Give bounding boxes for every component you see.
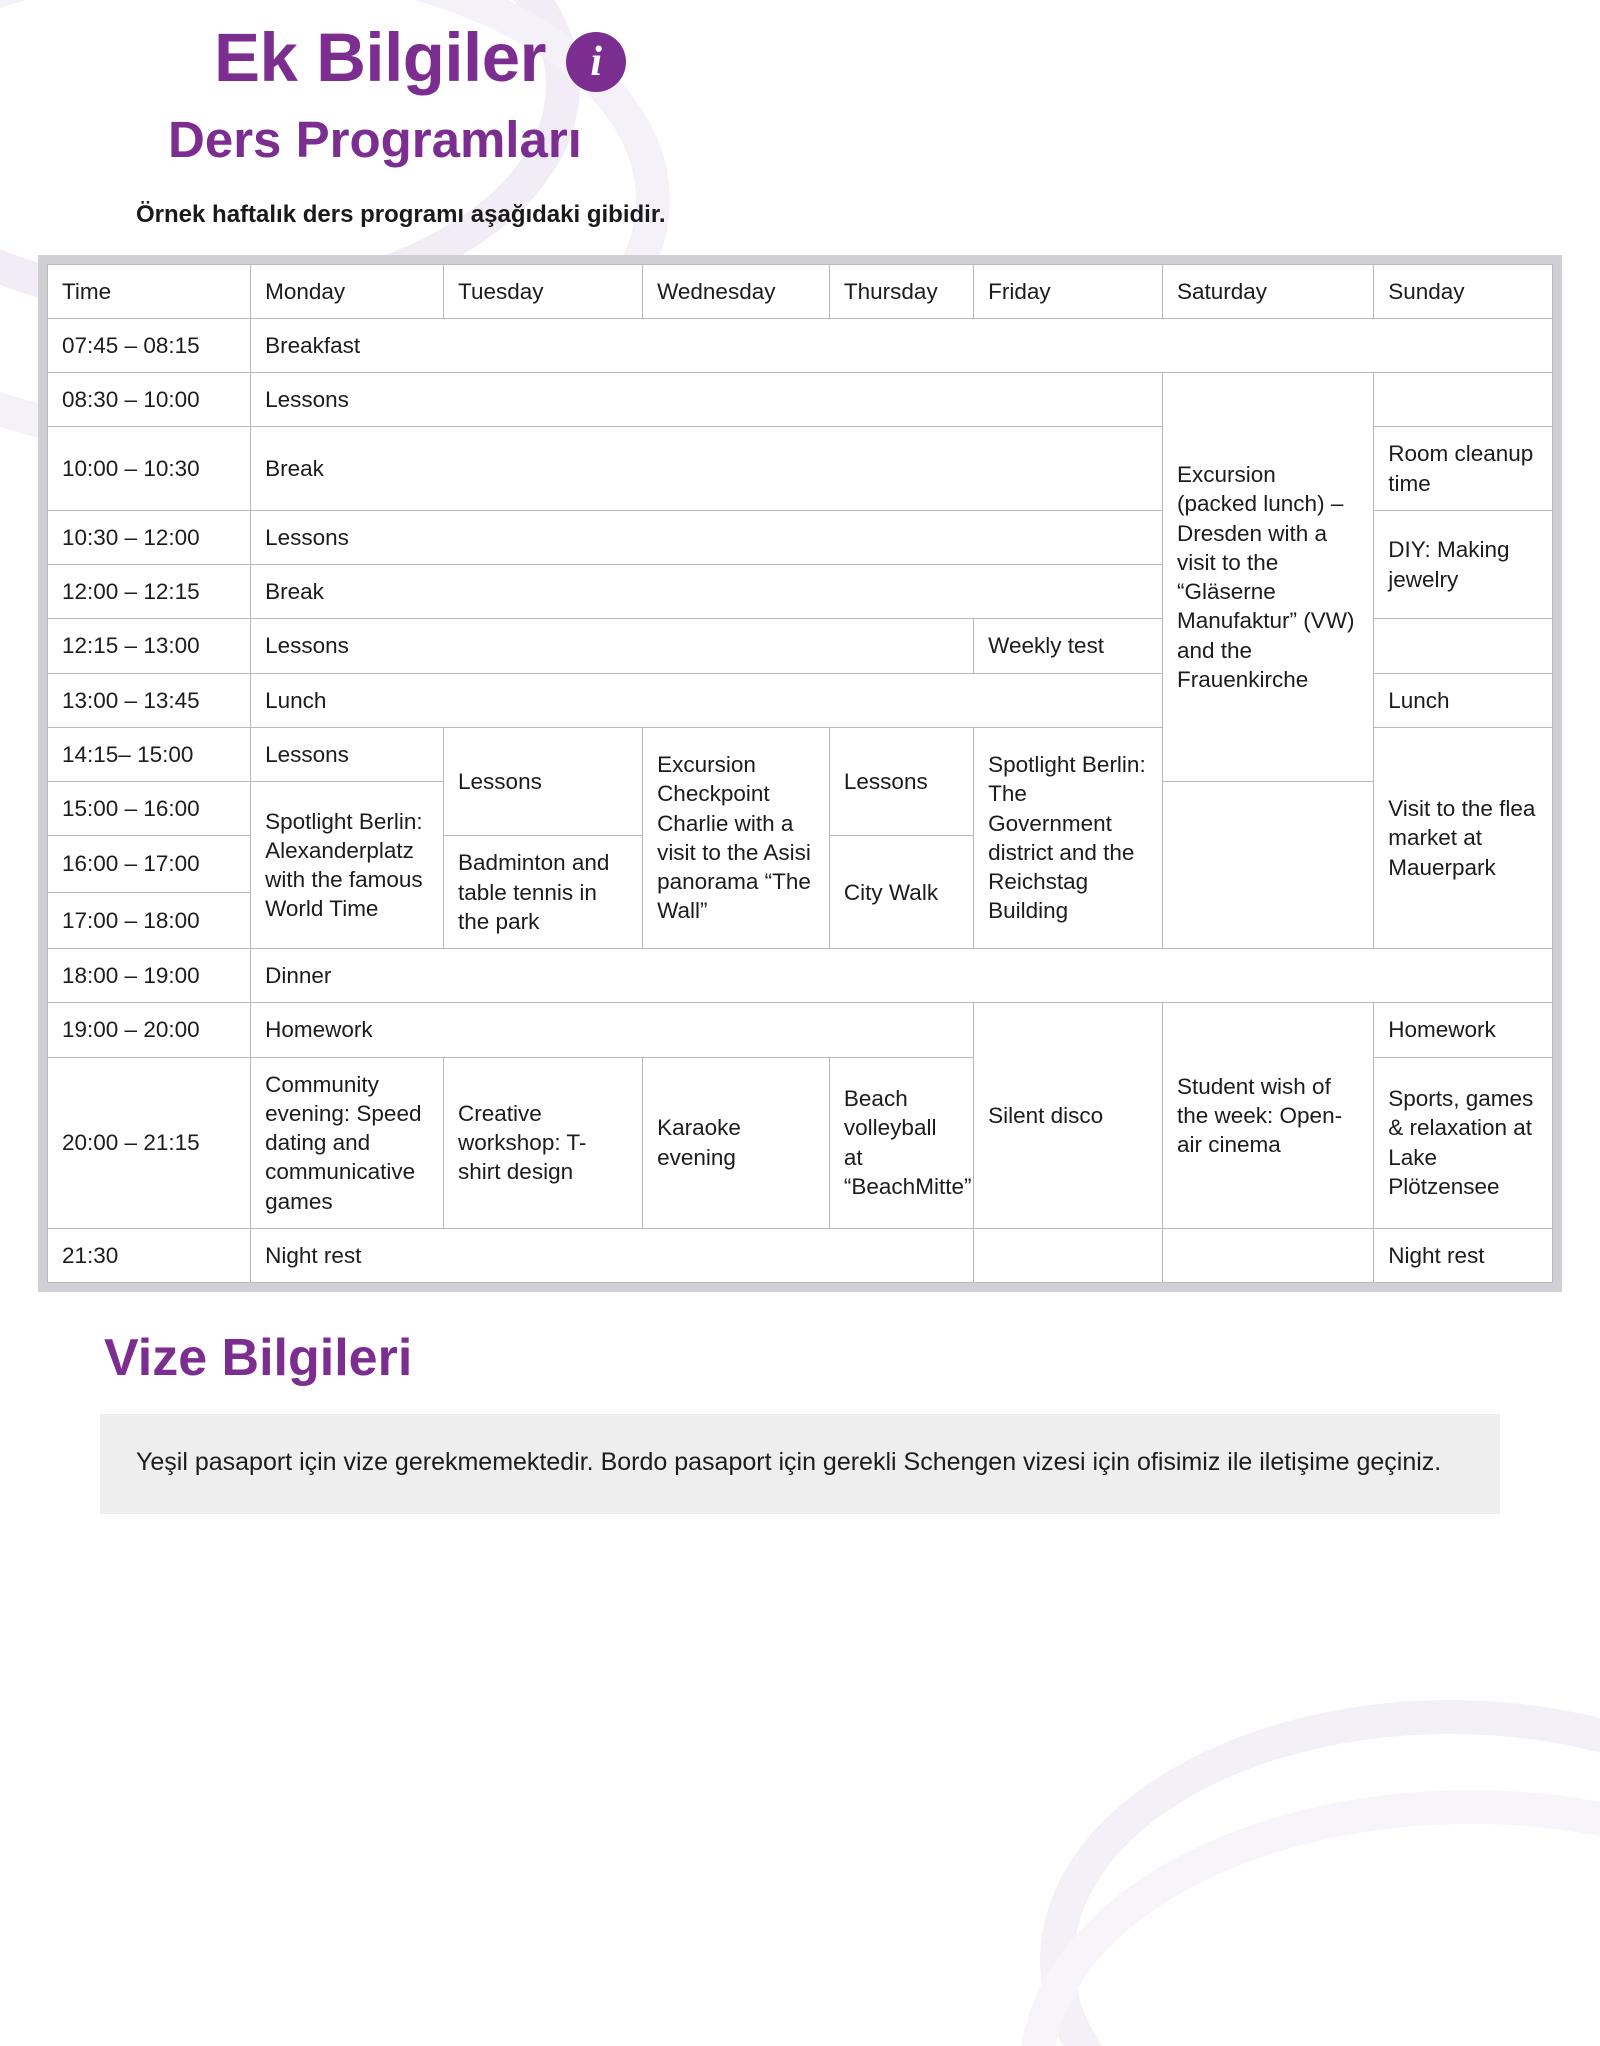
cell-sunday-homework: Homework (1374, 1003, 1553, 1057)
time-cell: 14:15– 15:00 (48, 727, 251, 781)
table-row (48, 318, 1553, 372)
time-cell: 15:00 – 16:00 (48, 782, 251, 836)
time-cell: 10:00 – 10:30 (48, 427, 251, 511)
section-title-visa: Vize Bilgileri (104, 1329, 413, 1388)
time-cell: 13:00 – 13:45 (48, 673, 251, 727)
cell-homework: Homework (251, 1003, 974, 1057)
cell-wednesday-karaoke: Karaoke evening (643, 1057, 830, 1228)
page-title-text: Ek Bilgiler (214, 19, 546, 96)
cell-monday-spotlight: Spotlight Berlin: Alexanderplatz with the famous World Time (251, 782, 444, 949)
column-header-sunday: Sunday (1374, 264, 1553, 318)
time-cell: 17:00 – 18:00 (48, 892, 251, 948)
section-title-schedule: Ders Programları (168, 111, 582, 169)
cell-sunday-sports: Sports, games & relaxation at Lake Plötzensee (1374, 1057, 1553, 1228)
cell-tuesday-badminton: Badminton and table tennis in the park (444, 836, 643, 949)
time-cell: 21:30 (48, 1228, 251, 1282)
cell-friday-weekly-test: Weekly test (974, 619, 1163, 673)
cell-wednesday-excursion: Excursion Checkpoint Charlie with a visit to the Asisi panorama “The Wall” (643, 727, 830, 948)
cell-break-1: Break (251, 427, 1163, 511)
cell-tuesday-lessons: Lessons (444, 727, 643, 836)
cell-dinner: Dinner (251, 949, 1553, 1003)
cell-breakfast: Breakfast (251, 318, 1553, 372)
decorative-swoosh (1020, 1790, 1600, 2046)
time-cell: 08:30 – 10:00 (48, 373, 251, 427)
cell-night-rest: Night rest (251, 1228, 974, 1282)
time-cell: 19:00 – 20:00 (48, 1003, 251, 1057)
cell-sunday-night-rest: Night rest (1374, 1228, 1553, 1282)
cell-thursday-lessons: Lessons (829, 727, 973, 836)
table-row (48, 949, 1553, 1003)
table-row (48, 373, 1553, 427)
time-cell: 10:30 – 12:00 (48, 510, 251, 564)
cell-friday-silent-disco: Silent disco (974, 1003, 1163, 1229)
cell-saturday-student-wish: Student wish of the week: Open-air cinema (1162, 1003, 1373, 1229)
cell-thursday-city-walk: City Walk (829, 836, 973, 949)
time-cell: 12:00 – 12:15 (48, 565, 251, 619)
time-cell: 20:00 – 21:15 (48, 1057, 251, 1228)
cell-saturday-blank (1162, 1228, 1373, 1282)
cell-tuesday-creative-workshop: Creative workshop: T-shirt design (444, 1057, 643, 1228)
column-header-thursday: Thursday (829, 264, 973, 318)
decorative-swoosh (1040, 1700, 1600, 2046)
column-header-friday: Friday (974, 264, 1163, 318)
visa-note: Yeşil pasaport için vize gerekmemektedir. Bordo pasaport için gerekli Schengen vizesi için ofisimiz ile iletişime geçiniz. (100, 1414, 1500, 1514)
intro-text: Örnek haftalık ders programı aşağıdaki gibidir. (136, 200, 666, 228)
column-header-wednesday: Wednesday (643, 264, 830, 318)
cell-monday-lessons: Lessons (251, 727, 444, 781)
column-header-monday: Monday (251, 264, 444, 318)
column-header-time: Time (48, 264, 251, 318)
cell-friday-spotlight: Spotlight Berlin: The Government district and the Reichstag Building (974, 727, 1163, 948)
cell-sunday-diy: DIY: Making jewelry (1374, 510, 1553, 619)
column-header-tuesday: Tuesday (444, 264, 643, 318)
cell-lunch: Lunch (251, 673, 1163, 727)
cell-sunday-room-cleanup: Room cleanup time (1374, 427, 1553, 511)
cell-sunday-lunch: Lunch (1374, 673, 1553, 727)
time-cell: 18:00 – 19:00 (48, 949, 251, 1003)
cell-lessons-morning-1: Lessons (251, 373, 1163, 427)
cell-sunday-blank (1374, 373, 1553, 427)
table-row (48, 1228, 1553, 1282)
cell-monday-community-evening: Community evening: Speed dating and communicative games (251, 1057, 444, 1228)
time-cell: 16:00 – 17:00 (48, 836, 251, 892)
page-title (0, 0, 1600, 94)
schedule-table-frame (38, 255, 1562, 1293)
cell-lessons-morning-2: Lessons (251, 510, 1163, 564)
column-header-saturday: Saturday (1162, 264, 1373, 318)
schedule-table (47, 264, 1553, 1284)
cell-lessons-midday: Lessons (251, 619, 974, 673)
info-icon: i (566, 32, 626, 92)
cell-sunday-flea-market: Visit to the flea market at Mauerpark (1374, 727, 1553, 948)
table-header-row (48, 264, 1553, 318)
time-cell: 12:15 – 13:00 (48, 619, 251, 673)
table-row (48, 1003, 1553, 1057)
cell-thursday-beach-volleyball: Beach volleyball at “BeachMitte” (829, 1057, 973, 1228)
time-cell: 07:45 – 08:15 (48, 318, 251, 372)
cell-sunday-blank (1374, 619, 1553, 673)
cell-saturday-excursion: Excursion (packed lunch) – Dresden with a visit to the “Gläserne Manufaktur” (VW) and the Frauenkirche (1162, 373, 1373, 782)
cell-friday-blank (974, 1228, 1163, 1282)
cell-break-2: Break (251, 565, 1163, 619)
